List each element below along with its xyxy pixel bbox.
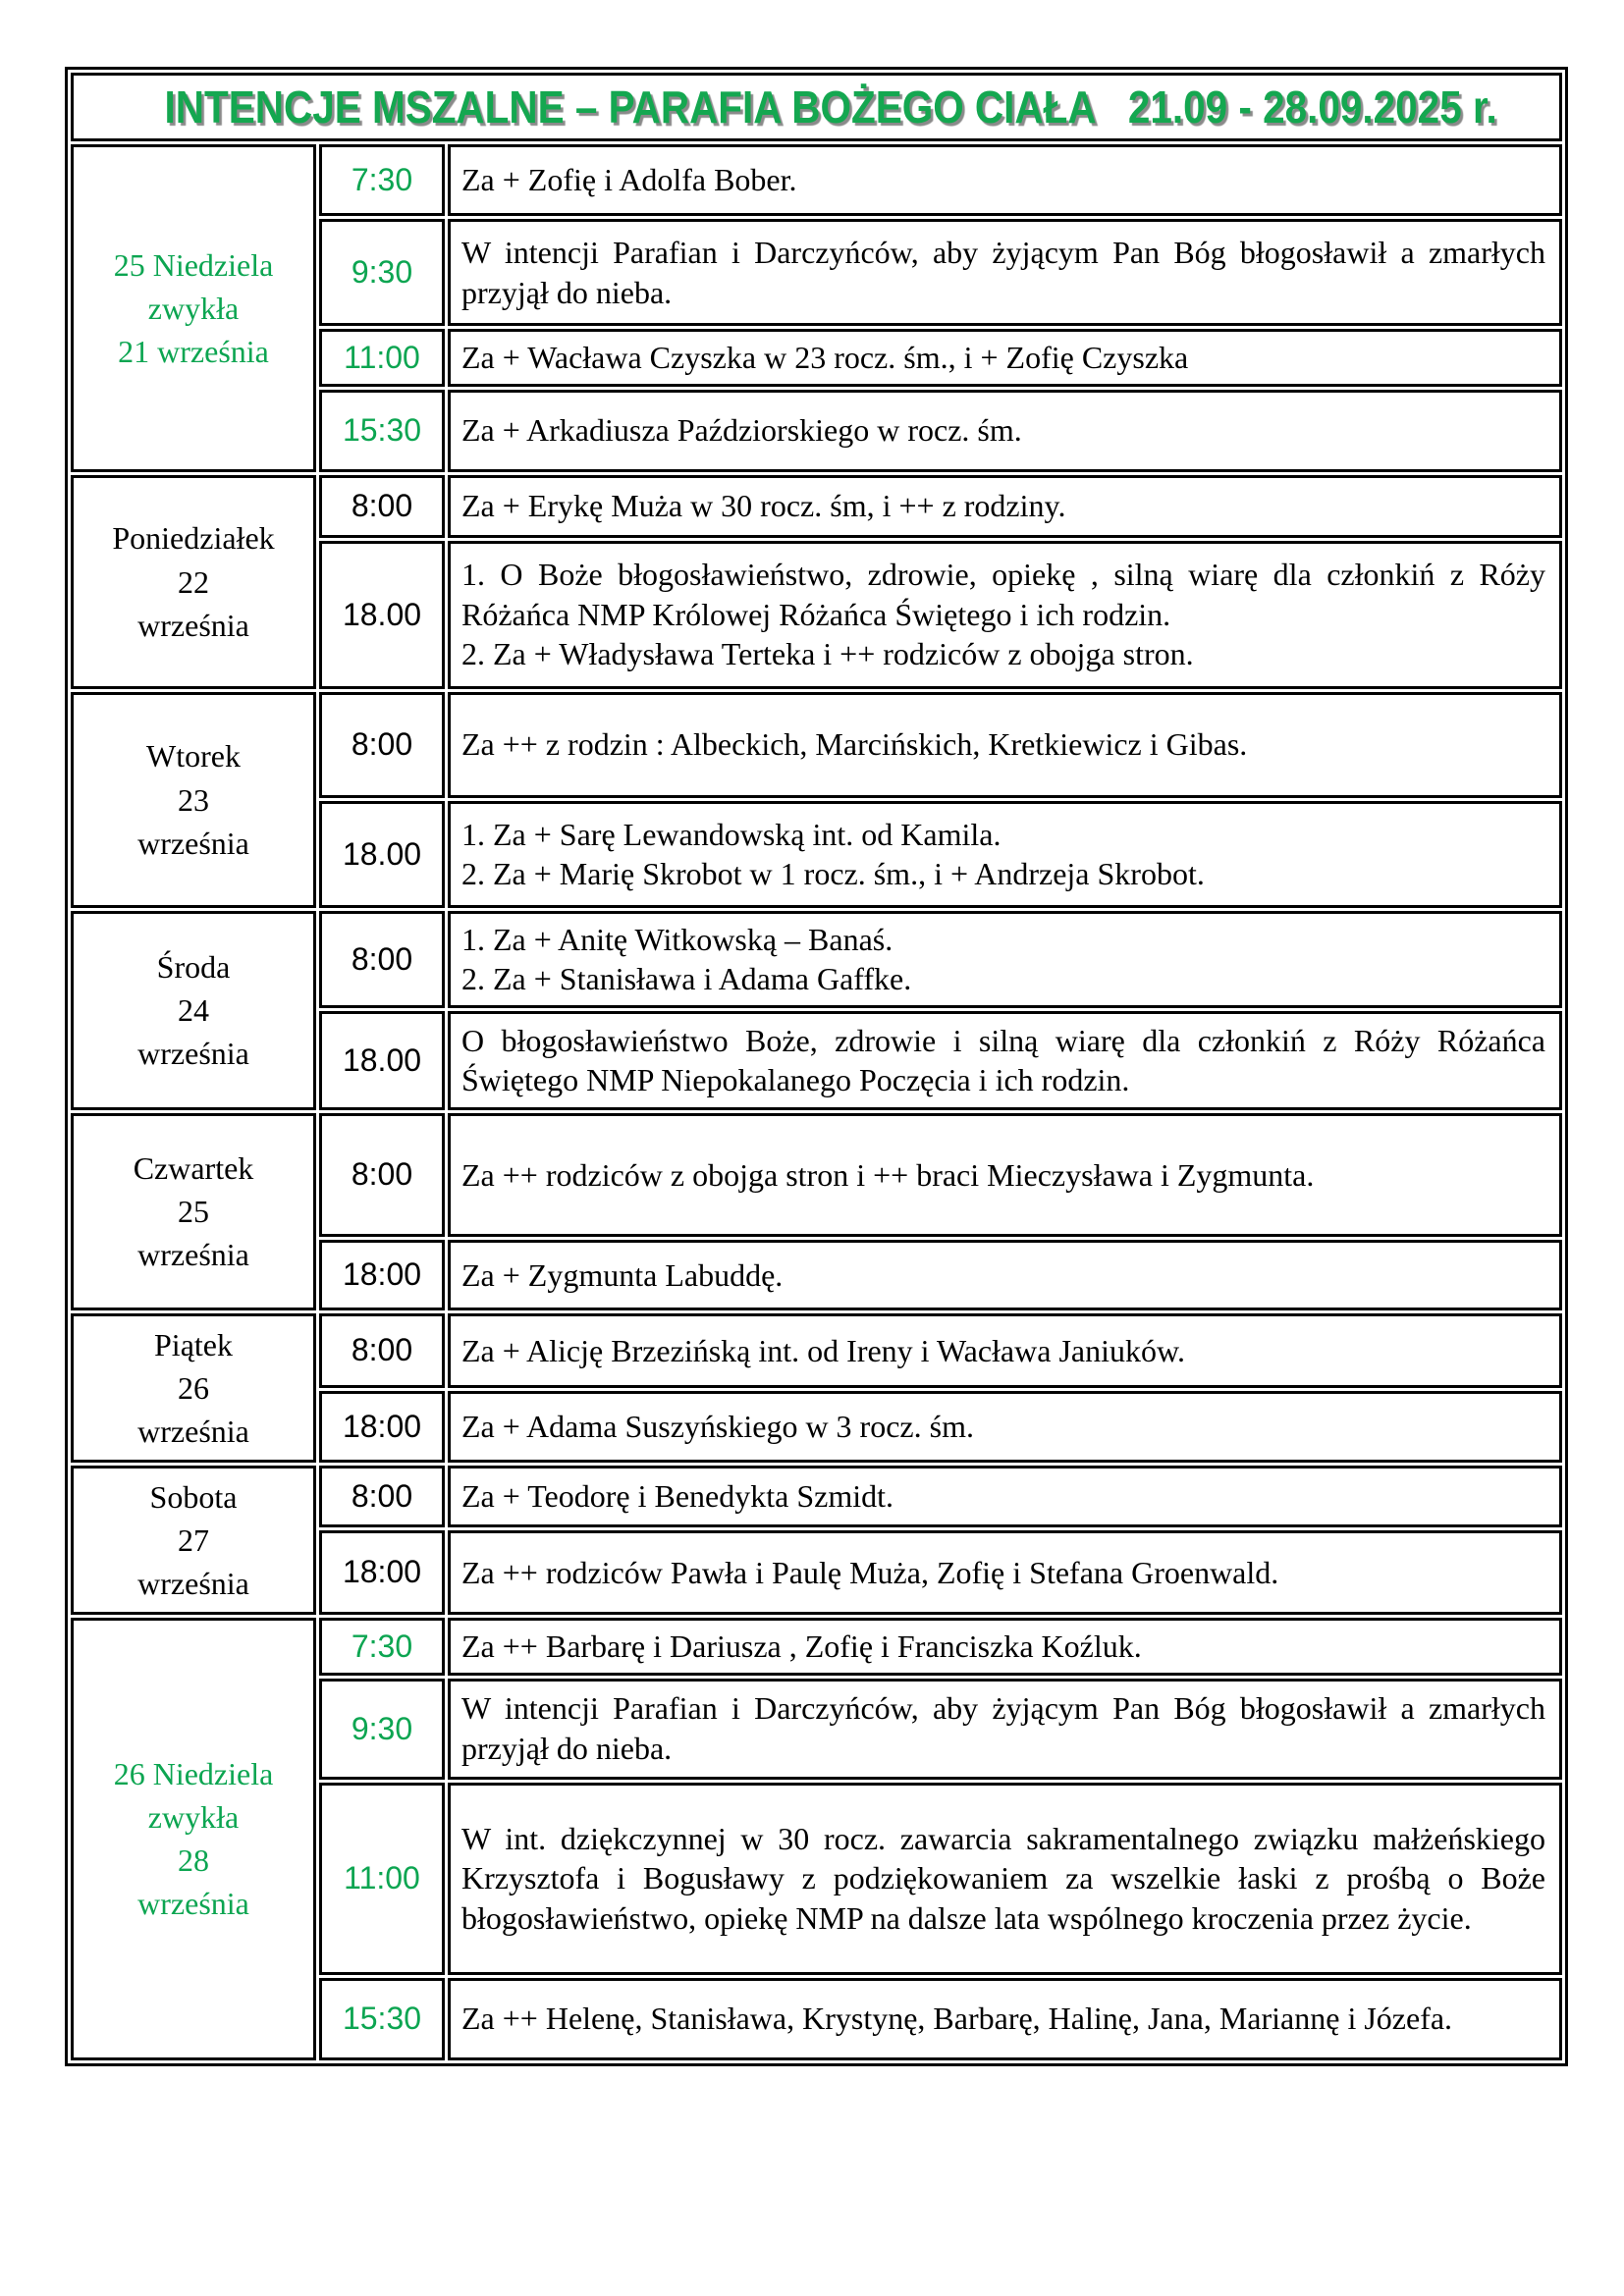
day-cell <box>71 1466 316 1615</box>
title-cell <box>71 73 1562 141</box>
intention-text: Za ++ rodziców Pawła i Paulę Muża, Zofię i Stefana Groenwald. <box>461 1554 1279 1590</box>
time-cell: 18.00 <box>319 1011 445 1110</box>
time-cell: 18.00 <box>319 801 445 908</box>
intention-text: Za + Wacława Czyszka w 23 rocz. śm., i + Zofię Czyszka <box>461 340 1189 375</box>
intention-cell <box>448 541 1562 689</box>
intention-cell <box>448 1391 1562 1463</box>
intention-text: Za ++ rodziców z obojga stron i ++ braci Mieczysława i Zygmunta. <box>461 1156 1315 1193</box>
day-label-line: września <box>137 825 249 861</box>
intention-text: Za + Alicję Brzezińską int. od Ireny i Wacława Janiuków. <box>461 1332 1186 1368</box>
day-cell <box>71 1113 316 1310</box>
day-label-line: 24 <box>178 992 209 1029</box>
intention-text: 1. O Boże błogosławieństwo, zdrowie, opiekę , silną wiarę dla członkiń z Róży Różańca NMP Królowej Różańca Świętego i ich rodzin. <box>461 557 1545 632</box>
intention-cell <box>448 1618 1562 1676</box>
time-cell: 15:30 <box>319 390 445 472</box>
mass-row <box>71 144 1562 216</box>
day-label-line: września <box>137 1565 249 1601</box>
intention-cell <box>448 1466 1562 1527</box>
day-label-line: Poniedziałek <box>112 520 275 557</box>
time-cell: 11:00 <box>319 1783 445 1975</box>
intention-text: 1. Za + Anitę Witkowską – Banaś. <box>461 921 893 957</box>
intention-text: 2. Za + Stanisława i Adama Gaffke. <box>461 961 912 997</box>
day-label-line: 25 Niedziela <box>113 246 274 283</box>
mass-row <box>71 692 1562 798</box>
day-label-line: 26 Niedziela <box>113 1755 274 1791</box>
title-row <box>71 73 1562 141</box>
day-label-line: września <box>137 1886 249 1922</box>
mass-row <box>71 1313 1562 1388</box>
intention-text: Za + Teodorę i Benedykta Szmidt. <box>461 1478 893 1515</box>
intention-cell <box>448 390 1562 472</box>
schedule-body <box>71 73 1562 2060</box>
time-cell: 15:30 <box>319 1978 445 2060</box>
time-cell: 7:30 <box>319 144 445 216</box>
day-cell <box>71 911 316 1110</box>
intention-text: 1. Za + Sarę Lewandowską int. od Kamila. <box>461 816 1001 852</box>
day-label-line: września <box>137 1036 249 1072</box>
day-cell <box>71 144 316 472</box>
day-cell <box>71 1618 316 2060</box>
intention-text: Za ++ Barbarę i Dariusza , Zofię i Franciszka Koźluk. <box>461 1628 1142 1664</box>
intention-text: Za + Arkadiusza Paździorskiego w rocz. śm. <box>461 412 1022 449</box>
mass-intentions-table <box>65 67 1568 2066</box>
day-label-line: września <box>137 607 249 643</box>
time-cell: 18:00 <box>319 1391 445 1463</box>
day-label-line: Sobota <box>149 1478 238 1515</box>
intention-cell <box>448 1313 1562 1388</box>
intention-text: Za + Adama Suszyńskiego w 3 rocz. śm. <box>461 1409 974 1445</box>
day-label-line: 25 <box>178 1194 209 1230</box>
day-label-line: 23 <box>178 781 209 818</box>
intention-cell <box>448 1978 1562 2060</box>
day-label-line: 28 <box>178 1842 209 1879</box>
day-cell <box>71 1313 316 1463</box>
day-label-line: 22 <box>178 563 209 600</box>
day-label-line: zwykła <box>147 1799 240 1836</box>
mass-row <box>71 1113 1562 1237</box>
intention-cell <box>448 1113 1562 1237</box>
time-cell: 18.00 <box>319 541 445 689</box>
intention-cell <box>448 692 1562 798</box>
intention-text: O błogosławieństwo Boże, zdrowie i silną wiarę dla członkiń z Róży Różańca Świętego NMP Niepokalanego Poczęcia i ich rodzin. <box>461 1022 1545 1098</box>
intention-cell <box>448 144 1562 216</box>
intention-cell <box>448 1530 1562 1615</box>
day-label-line: Czwartek <box>133 1150 254 1187</box>
time-cell: 11:00 <box>319 329 445 387</box>
intention-text: Za ++ Helenę, Stanisława, Krystynę, Barbarę, Halinę, Jana, Mariannę i Józefa. <box>461 2001 1453 2037</box>
time-cell: 9:30 <box>319 1679 445 1780</box>
intention-text: 2. Za + Władysława Terteka i ++ rodziców z obojga stron. <box>461 636 1194 672</box>
intention-cell <box>448 1679 1562 1780</box>
intention-text: Za ++ z rodzin : Albeckich, Marcińskich, Kretkiewicz i Gibas. <box>461 726 1248 763</box>
mass-row <box>71 911 1562 1008</box>
day-label-line: Środa <box>156 949 231 986</box>
intention-text: W intencji Parafian i Darczyńców, aby żyjącym Pan Bóg błogosławił a zmarłych przyjął do nieba. <box>461 1690 1545 1766</box>
time-cell: 8:00 <box>319 1466 445 1527</box>
time-cell: 8:00 <box>319 475 445 538</box>
intention-cell <box>448 329 1562 387</box>
day-label-line: zwykła <box>147 290 240 326</box>
day-label-line: Wtorek <box>146 738 241 774</box>
time-cell: 9:30 <box>319 219 445 326</box>
time-cell: 7:30 <box>319 1618 445 1676</box>
intention-text: W int. dziękczynnej w 30 rocz. zawarcia sakramentalnego związku małżeńskiego Krzysztofa i Bogusławy z podziękowaniem za wszelkie łaski z prośbą o Boże błogosławieństwo, opiekę NMP na dalsze lata wspólnego kroczenia przez życie. <box>461 1820 1545 1936</box>
intention-text: 2. Za + Marię Skrobot w 1 rocz. śm., i + Andrzeja Skrobot. <box>461 856 1205 892</box>
time-cell: 18:00 <box>319 1240 445 1310</box>
day-cell <box>71 475 316 689</box>
intention-cell <box>448 1783 1562 1975</box>
day-label-line: 21 września <box>118 333 269 369</box>
mass-row <box>71 1466 1562 1527</box>
intention-cell <box>448 1240 1562 1310</box>
day-label-line: Piątek <box>154 1326 233 1362</box>
day-label-line: września <box>137 1413 249 1449</box>
time-cell: 8:00 <box>319 911 445 1008</box>
intention-text: Za + Erykę Muża w 30 rocz. śm, i ++ z rodziny. <box>461 488 1066 524</box>
time-cell: 18:00 <box>319 1530 445 1615</box>
mass-row <box>71 475 1562 538</box>
intention-text: W intencji Parafian i Darczyńców, aby żyjącym Pan Bóg błogosławił a zmarłych przyjął do nieba. <box>461 234 1545 310</box>
intention-cell <box>448 219 1562 326</box>
time-cell: 8:00 <box>319 692 445 798</box>
time-cell: 8:00 <box>319 1313 445 1388</box>
day-label-line: września <box>137 1237 249 1273</box>
intention-cell <box>448 1011 1562 1110</box>
mass-row <box>71 1618 1562 1676</box>
intention-cell <box>448 475 1562 538</box>
day-label-line: 27 <box>178 1522 209 1558</box>
intention-cell <box>448 801 1562 908</box>
page-title: INTENCJE MSZALNE – PARAFIA BOŻEGO CIAŁA 21.09 - 28.09.2025 r. <box>164 80 1497 133</box>
day-cell <box>71 692 316 908</box>
intention-text: Za + Zofię i Adolfa Bober. <box>461 162 797 198</box>
intention-cell <box>448 911 1562 1008</box>
intention-text: Za + Zygmunta Labuddę. <box>461 1256 784 1293</box>
day-label-line: 26 <box>178 1369 209 1406</box>
time-cell: 8:00 <box>319 1113 445 1237</box>
